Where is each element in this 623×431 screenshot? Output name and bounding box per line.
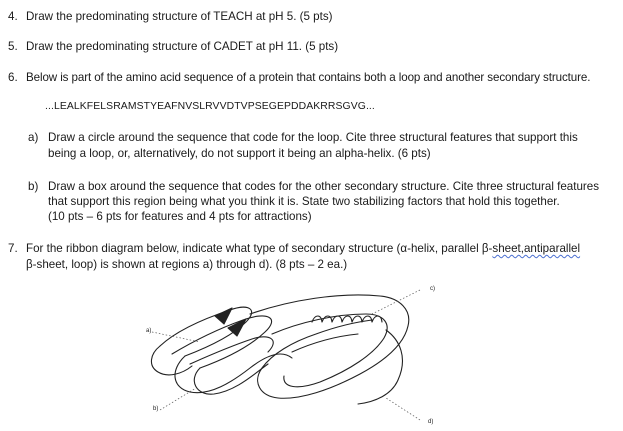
q6b-line2: that support this region being what you think it is. State two stabilizing factors that hold this together. — [48, 195, 560, 208]
q7-line1-prefix: For the ribbon diagram below, indicate what type of secondary structure (α-helix, parallel β- — [26, 242, 493, 255]
q6b-label: b) — [28, 180, 39, 193]
label-c: c) — [430, 286, 435, 292]
loop-lower-2 — [194, 364, 268, 394]
q6a-line1: Draw a circle around the sequence that code for the loop. Cite three structural features that support this — [48, 131, 578, 144]
strand-right — [358, 330, 402, 404]
q6b-line1: Draw a box around the sequence that codes for the other secondary structure. Cite three structural features — [48, 180, 600, 193]
q5-text: Draw the predominating structure of CADET at pH 11. (5 pts) — [26, 40, 339, 53]
amino-acid-sequence: ...LEALKFELSRAMSTYEAFNVSLRVVDTVPSEGEPDDAKRRSGVG... — [45, 101, 375, 112]
label-d: d) — [428, 419, 434, 425]
sheet-inner-2 — [292, 334, 358, 352]
q6a-label: a) — [28, 131, 39, 144]
ribbon-diagram — [0, 270, 623, 431]
strand-left-3 — [190, 337, 273, 364]
q4-text: Draw the predominating structure of TEACH at pH 5. (5 pts) — [26, 10, 333, 23]
q4-number: 4. — [8, 10, 18, 23]
sheet-inner-1 — [272, 314, 387, 387]
leader-d — [386, 398, 420, 420]
label-b: b) — [153, 406, 159, 412]
leader-b — [160, 388, 196, 410]
loop-lower — [175, 354, 292, 393]
q5-number: 5. — [8, 40, 18, 53]
q7-line1-squiggle: sheet,antiparallel — [492, 242, 581, 255]
q7-number: 7. — [8, 242, 18, 255]
q7-line1 — [26, 242, 580, 256]
q6-number: 6. — [8, 71, 18, 84]
q6-text: Below is part of the amino acid sequence of a protein that contains both a loop and another secondary structure. — [26, 71, 591, 84]
arrowhead-1 — [215, 308, 232, 324]
q7-line2: β-sheet, loop) is shown at regions a) through d). (8 pts – 2 ea.) — [26, 258, 348, 271]
q6a-line2: being a loop, or, alternatively, do not support it being an alpha-helix. (6 pts) — [48, 147, 431, 160]
label-a: a) — [146, 328, 152, 334]
sheet-outline — [250, 295, 409, 398]
q6b-line3: (10 pts – 6 pts for features and 4 pts for attractions) — [48, 210, 312, 223]
strand-left-2 — [172, 316, 272, 368]
leader-c — [372, 290, 420, 314]
strand-left-tail — [151, 346, 192, 375]
